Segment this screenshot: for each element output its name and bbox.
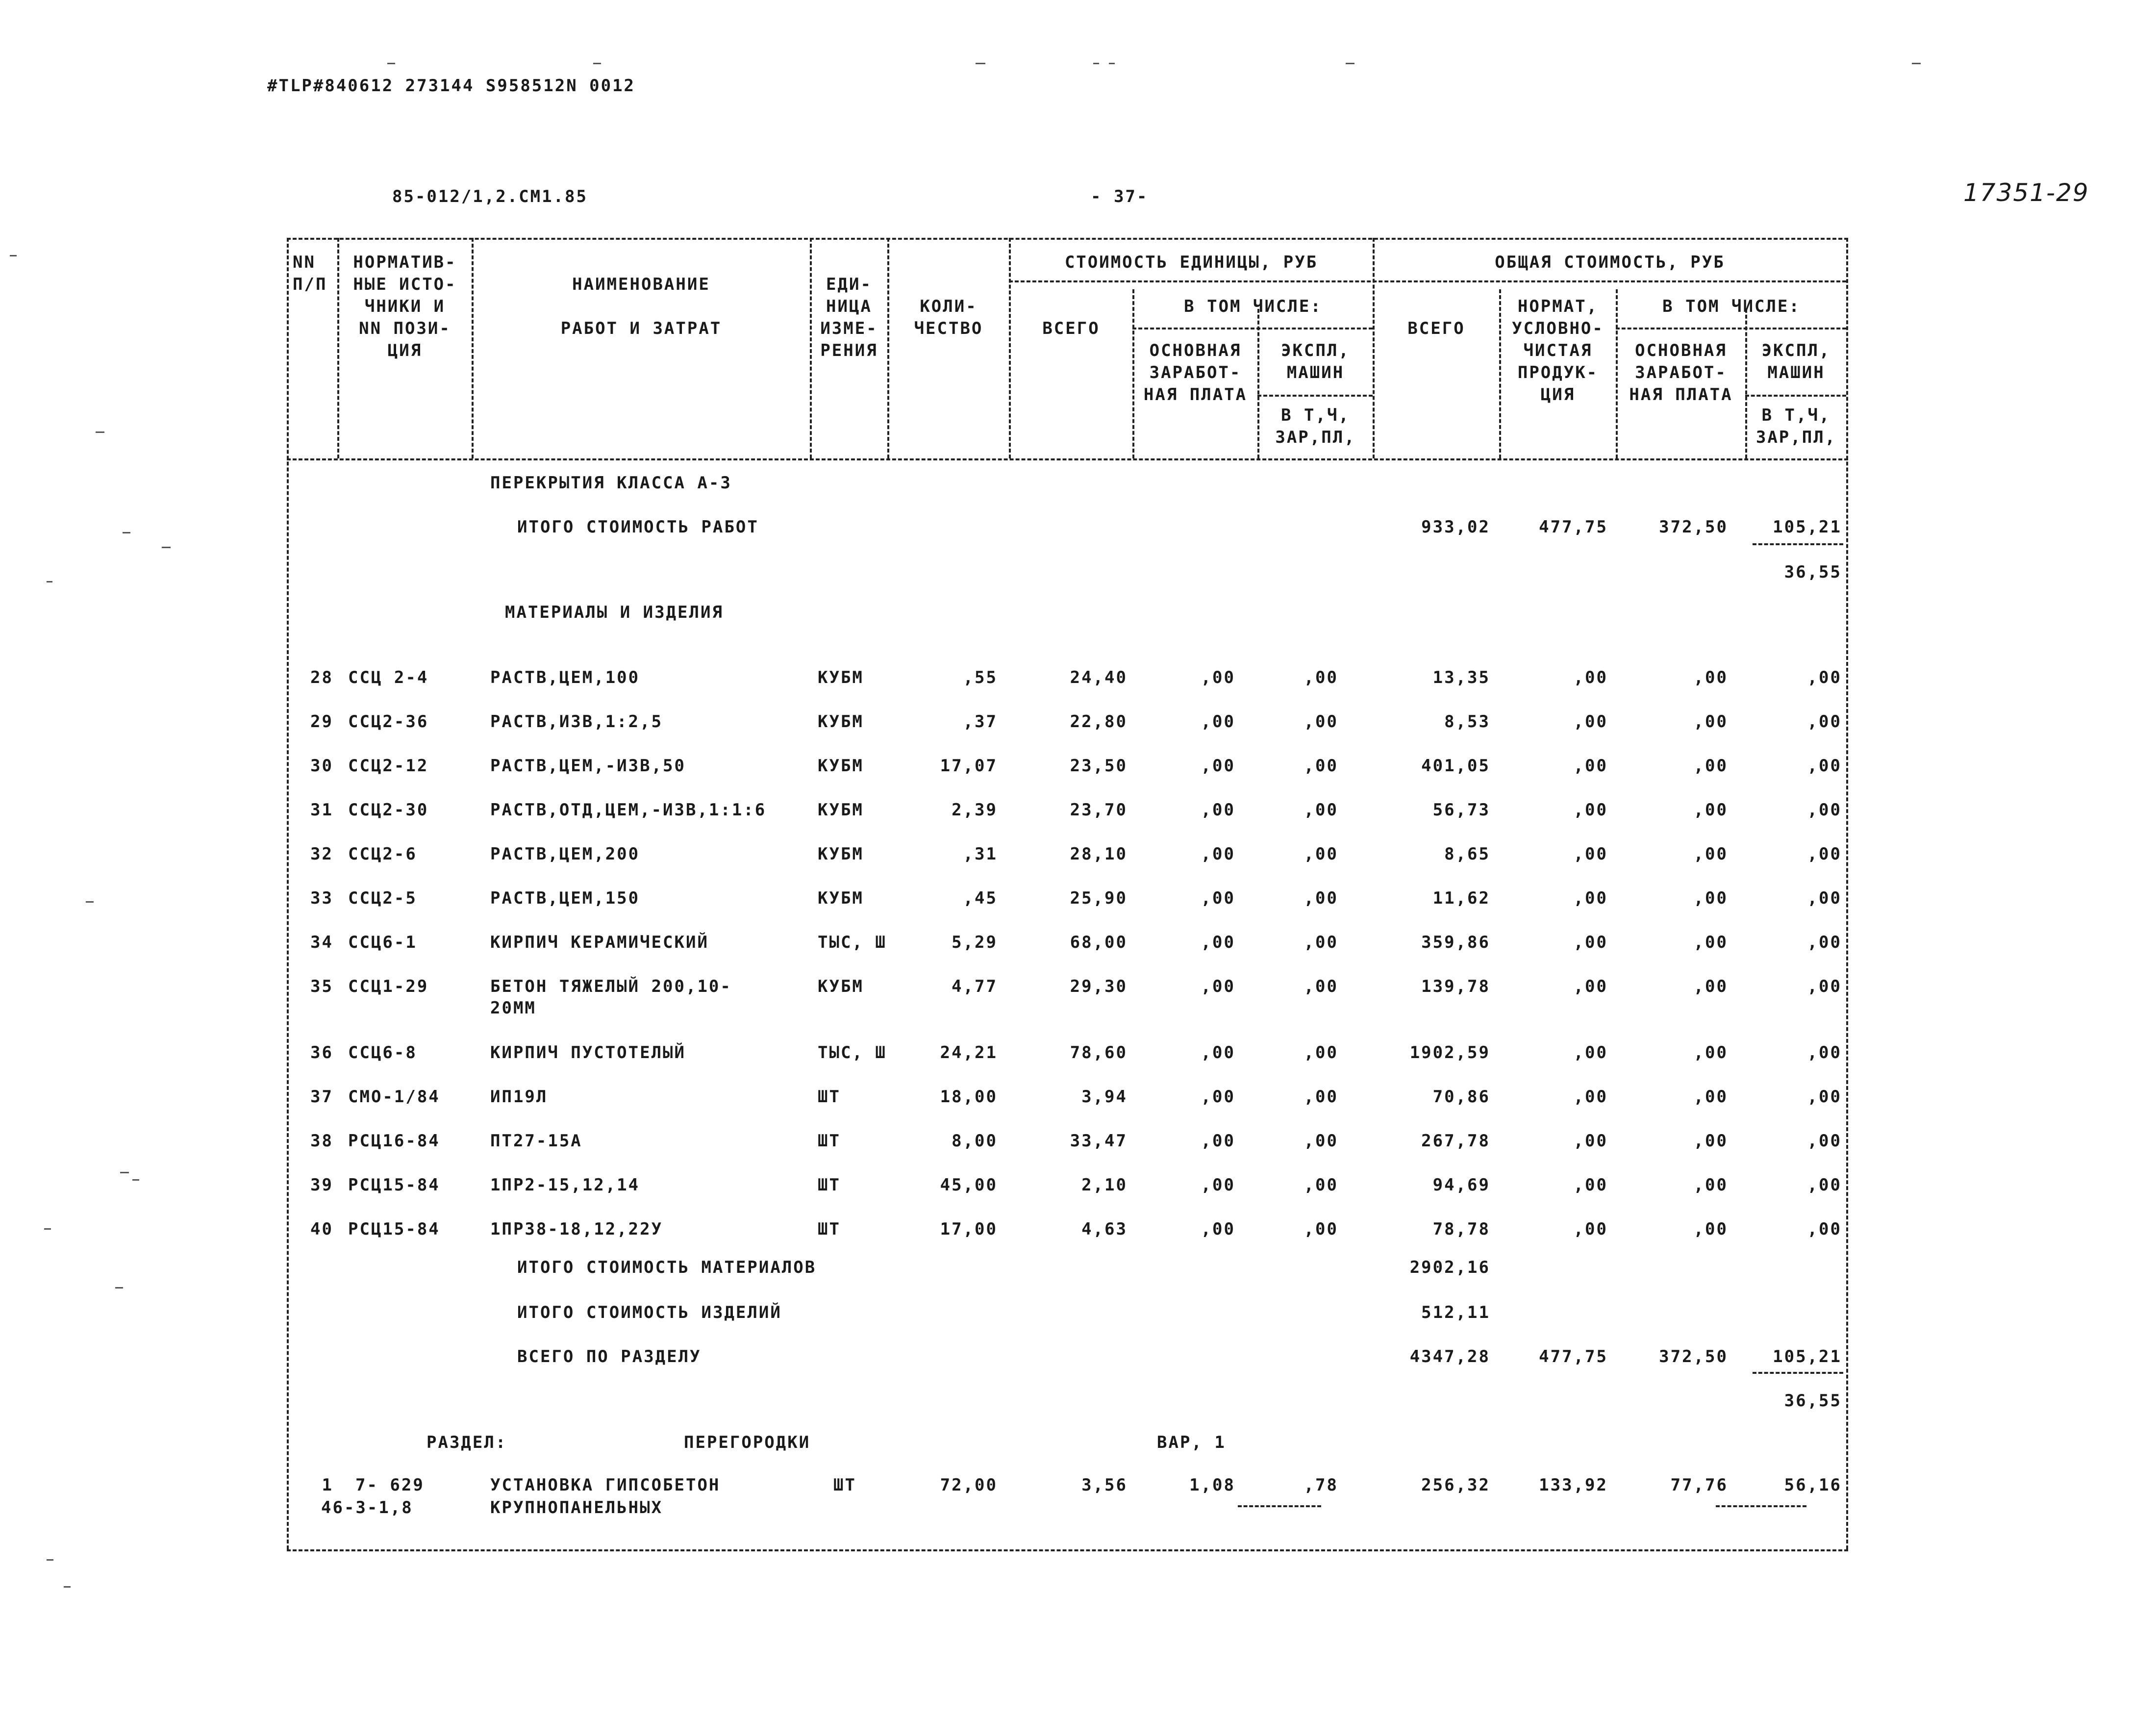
row-unit: ШТ xyxy=(833,1475,856,1495)
header-norm-3: ЧНИКИ И xyxy=(364,297,446,316)
row-total-ekspl: 56,16 xyxy=(1784,1475,1842,1495)
header-bottom-border xyxy=(287,458,1848,460)
row-osn: ,00 xyxy=(1201,1175,1235,1195)
row-normat: ,00 xyxy=(1573,712,1608,732)
row-osn: ,00 xyxy=(1201,800,1235,820)
header-norm-1: НОРМАТИВ- xyxy=(353,253,457,272)
row-nn: 33 xyxy=(310,888,333,908)
row-price: 24,40 xyxy=(1070,668,1128,687)
products-total-label: ИТОГО СТОИМОСТЬ ИЗДЕЛИЙ xyxy=(517,1303,782,1322)
scan-speck xyxy=(44,1228,51,1230)
row-qty: 17,00 xyxy=(940,1219,998,1239)
header-total-v-tom: В ТОМ ЧИСЛЕ: xyxy=(1662,297,1801,316)
row-qty: 2,39 xyxy=(952,800,998,820)
scan-speck xyxy=(10,255,17,256)
col-divider xyxy=(472,238,474,458)
row-name-2: КРУПНОПАНЕЛЬНЫХ xyxy=(490,1498,663,1518)
row-price: 3,94 xyxy=(1081,1087,1128,1107)
row-ekspl: ,78 xyxy=(1304,1475,1338,1495)
scan-speck xyxy=(1346,63,1354,64)
header-total-ekspl-1: ЭКСПЛ, xyxy=(1761,341,1831,360)
row-total-ekspl: ,00 xyxy=(1807,888,1842,908)
row-total-ekspl: ,00 xyxy=(1807,756,1842,776)
row-qty: 4,77 xyxy=(952,977,998,996)
header-unit-ekspl-1: ЭКСПЛ, xyxy=(1281,341,1350,360)
row-osn: ,00 xyxy=(1201,712,1235,732)
header-unit-osn-2: ЗАРАБОТ- xyxy=(1149,363,1242,382)
row-unit: ТЫС, Ш xyxy=(818,933,887,952)
header-unit-vsego: ВСЕГО xyxy=(1042,319,1100,338)
row-price: 3,56 xyxy=(1081,1475,1128,1495)
header-total-osn-1: ОСНОВНАЯ xyxy=(1635,341,1727,360)
row-price: 78,60 xyxy=(1070,1043,1128,1062)
row-total: 13,35 xyxy=(1432,668,1490,687)
row-nn: 31 xyxy=(310,800,333,820)
row-code: ССЦ 2-4 xyxy=(348,668,429,687)
scan-speck xyxy=(64,1586,71,1588)
scan-speck xyxy=(96,431,104,433)
row-ekspl: ,00 xyxy=(1304,1219,1338,1239)
row-total-osn: ,00 xyxy=(1693,1131,1728,1151)
row-name: УСТАНОВКА ГИПСОБЕТОН xyxy=(490,1475,721,1495)
row-nn: 28 xyxy=(310,668,333,687)
row-osn: ,00 xyxy=(1201,933,1235,952)
row-total-ekspl: ,00 xyxy=(1807,1087,1842,1107)
row-nn: 38 xyxy=(310,1131,333,1151)
row-name: КИРПИЧ КЕРАМИЧЕСКИЙ xyxy=(490,933,709,952)
scan-speck xyxy=(123,532,130,533)
row-total-ekspl: ,00 xyxy=(1807,712,1842,732)
section-total-normat: 477,75 xyxy=(1539,1347,1608,1366)
next-section-title: ПЕРЕГОРОДКИ xyxy=(684,1433,811,1452)
row-price: 22,80 xyxy=(1070,712,1128,732)
row-total: 94,69 xyxy=(1432,1175,1490,1195)
row-normat: ,00 xyxy=(1573,800,1608,820)
header-normat-5: ЦИЯ xyxy=(1540,385,1576,405)
row-osn: ,00 xyxy=(1201,668,1235,687)
works-total-zar: 36,55 xyxy=(1784,562,1842,582)
header-unit-3: ИЗМЕ- xyxy=(820,319,878,338)
section-total-value: 4347,28 xyxy=(1409,1347,1490,1366)
row-code: ССЦ2-30 xyxy=(348,800,429,820)
row-ekspl: ,00 xyxy=(1304,756,1338,776)
materials-total-label: ИТОГО СТОИМОСТЬ МАТЕРИАЛОВ xyxy=(517,1258,817,1277)
scan-speck xyxy=(47,1559,53,1561)
row-qty: 8,00 xyxy=(952,1131,998,1151)
row-code: РСЦ16-84 xyxy=(348,1131,440,1151)
header-unit-vtch-1: В Т,Ч, xyxy=(1281,405,1350,425)
scan-speck xyxy=(162,547,171,548)
materials-total-value: 2902,16 xyxy=(1409,1258,1490,1277)
row-name: 1ПР2-15,12,14 xyxy=(490,1175,640,1195)
row-unit: КУБМ xyxy=(818,668,864,687)
row-total-ekspl: ,00 xyxy=(1807,1043,1842,1062)
header-unit-vtch-2: ЗАР,ПЛ, xyxy=(1275,428,1356,447)
products-total-value: 512,11 xyxy=(1421,1303,1490,1322)
works-total-normat: 477,75 xyxy=(1539,517,1608,537)
row-qty: ,31 xyxy=(963,844,998,864)
row-code: РСЦ15-84 xyxy=(348,1219,440,1239)
row-unit: ШТ xyxy=(818,1131,841,1151)
row-qty: ,45 xyxy=(963,888,998,908)
scan-speck xyxy=(47,581,52,582)
col-divider xyxy=(1009,238,1011,458)
row-osn: ,00 xyxy=(1201,756,1235,776)
row-code: РСЦ15-84 xyxy=(348,1175,440,1195)
row-nn: 35 xyxy=(310,977,333,996)
header-total-ekspl-2: МАШИН xyxy=(1767,363,1825,382)
header-name-2: РАБОТ И ЗАТРАТ xyxy=(560,319,722,338)
row-total: 139,78 xyxy=(1421,977,1490,996)
next-section-label: РАЗДЕЛ: xyxy=(426,1433,507,1452)
scan-speck xyxy=(1093,63,1099,64)
row-price: 23,70 xyxy=(1070,800,1128,820)
row-price: 4,63 xyxy=(1081,1219,1128,1239)
header-normat-2: УСЛОВНО- xyxy=(1512,319,1604,338)
handwritten-sheet-number: 17351-29 xyxy=(1963,178,2089,207)
table-left-border xyxy=(287,238,289,1549)
row-ekspl: ,00 xyxy=(1304,1131,1338,1151)
row-name: РАСТВ,ЦЕМ,100 xyxy=(490,668,640,687)
row-osn: ,00 xyxy=(1201,1043,1235,1062)
row-ekspl: ,00 xyxy=(1304,668,1338,687)
row-nn: 29 xyxy=(310,712,333,732)
row-ekspl: ,00 xyxy=(1304,977,1338,996)
row-name: РАСТВ,ОТД,ЦЕМ,-ИЗВ,1:1:6 xyxy=(490,800,767,820)
row-code: СМО-1/84 xyxy=(348,1087,440,1107)
row-total-osn: ,00 xyxy=(1693,844,1728,864)
materials-title: МАТЕРИАЛЫ И ИЗДЕЛИЯ xyxy=(505,603,724,622)
header-total-osn-3: НАЯ ПЛАТА xyxy=(1629,385,1733,405)
header-qty-1: КОЛИ- xyxy=(920,297,978,316)
row-nn: 1 xyxy=(322,1475,333,1495)
row-name: 1ПР38-18,12,22У xyxy=(490,1219,663,1239)
row-name: РАСТВ,ЦЕМ,150 xyxy=(490,888,640,908)
header-pp: П/П xyxy=(293,275,327,294)
row-ekspl: ,00 xyxy=(1304,933,1338,952)
row-total-osn: ,00 xyxy=(1693,888,1728,908)
row-normat: ,00 xyxy=(1573,668,1608,687)
row-total: 70,86 xyxy=(1432,1087,1490,1107)
row-code: 7- 629 xyxy=(355,1475,425,1495)
header-normat-3: ЧИСТАЯ xyxy=(1523,341,1593,360)
row-unit: КУБМ xyxy=(818,756,864,776)
row-total-ekspl: ,00 xyxy=(1807,668,1842,687)
row-normat: ,00 xyxy=(1573,1087,1608,1107)
row-ekspl: ,00 xyxy=(1304,888,1338,908)
scan-speck xyxy=(132,1179,139,1181)
row-name-continued: 20ММ xyxy=(490,998,536,1018)
row-osn: ,00 xyxy=(1201,977,1235,996)
row-code: ССЦ6-8 xyxy=(348,1043,417,1062)
row-name: РАСТВ,ЦЕМ,-ИЗВ,50 xyxy=(490,756,686,776)
row-code: ССЦ2-6 xyxy=(348,844,417,864)
row-total-ekspl-underline xyxy=(1716,1505,1806,1507)
row-price: 29,30 xyxy=(1070,977,1128,996)
row-qty: 17,07 xyxy=(940,756,998,776)
section-total-zar: 36,55 xyxy=(1784,1391,1842,1411)
header-unit-cost: СТОИМОСТЬ ЕДИНИЦЫ, РУБ xyxy=(1064,253,1318,272)
row-ekspl: ,00 xyxy=(1304,1043,1338,1062)
header-sub-divider xyxy=(1132,328,1373,329)
scan-speck xyxy=(387,63,395,64)
row-normat: ,00 xyxy=(1573,756,1608,776)
row-unit: ШТ xyxy=(818,1087,841,1107)
row-qty: 45,00 xyxy=(940,1175,998,1195)
row-total-ekspl: ,00 xyxy=(1807,1219,1842,1239)
row-price: 33,47 xyxy=(1070,1131,1128,1151)
row-total-ekspl: ,00 xyxy=(1807,1175,1842,1195)
row-osn: ,00 xyxy=(1201,844,1235,864)
row-osn: ,00 xyxy=(1201,888,1235,908)
row-code: ССЦ1-29 xyxy=(348,977,429,996)
row-total-ekspl: ,00 xyxy=(1807,844,1842,864)
row-nn: 40 xyxy=(310,1219,333,1239)
row-total-ekspl: ,00 xyxy=(1807,977,1842,996)
header-total-vtch-2: ЗАР,ПЛ, xyxy=(1755,428,1837,447)
row-unit: КУБМ xyxy=(818,800,864,820)
row-osn: ,00 xyxy=(1201,1087,1235,1107)
header-nn: NN xyxy=(293,253,316,272)
row-name: ИП19Л xyxy=(490,1087,548,1107)
row-qty: 24,21 xyxy=(940,1043,998,1062)
row-total-osn: ,00 xyxy=(1693,1219,1728,1239)
scan-speck xyxy=(1912,63,1921,64)
row-qty: ,37 xyxy=(963,712,998,732)
row-nn: 32 xyxy=(310,844,333,864)
row-normat: ,00 xyxy=(1573,844,1608,864)
header-unit-v-tom: В ТОМ ЧИСЛЕ: xyxy=(1184,297,1322,316)
header-normat-4: ПРОДУК- xyxy=(1517,363,1599,382)
document-reference: 85-012/1,2.CM1.85 xyxy=(392,187,588,206)
row-osn: 1,08 xyxy=(1189,1475,1235,1495)
row-name: БЕТОН ТЯЖЕЛЫЙ 200,10- xyxy=(490,977,732,996)
row-total: 267,78 xyxy=(1421,1131,1490,1151)
row-total: 8,53 xyxy=(1444,712,1490,732)
works-total-osn: 372,50 xyxy=(1659,517,1728,537)
row-ekspl: ,00 xyxy=(1304,1087,1338,1107)
row-normat: ,00 xyxy=(1573,1175,1608,1195)
row-qty: ,55 xyxy=(963,668,998,687)
row-osn: ,00 xyxy=(1201,1131,1235,1151)
scan-speck xyxy=(976,63,985,64)
row-unit: КУБМ xyxy=(818,844,864,864)
row-nn: 37 xyxy=(310,1087,333,1107)
row-normat: ,00 xyxy=(1573,888,1608,908)
row-nn: 39 xyxy=(310,1175,333,1195)
row-total: 401,05 xyxy=(1421,756,1490,776)
row-name: РАСТВ,ЦЕМ,200 xyxy=(490,844,640,864)
header-sub-divider xyxy=(1745,395,1846,397)
row-total: 56,73 xyxy=(1432,800,1490,820)
row-normat: 133,92 xyxy=(1539,1475,1608,1495)
section-total-underline xyxy=(1753,1372,1843,1374)
row-unit: ШТ xyxy=(818,1175,841,1195)
table-top-border xyxy=(287,238,1848,240)
row-ekspl: ,00 xyxy=(1304,844,1338,864)
print-code: #TLP#840612 273144 S958512N 0012 xyxy=(267,76,636,96)
table-right-border xyxy=(1846,238,1848,1549)
row-price: 2,10 xyxy=(1081,1175,1128,1195)
section-total-osn: 372,50 xyxy=(1659,1347,1728,1366)
table-bottom-border xyxy=(287,1549,1848,1551)
header-norm-4: NN ПОЗИ- xyxy=(359,319,451,338)
section-total-label: ВСЕГО ПО РАЗДЕЛУ xyxy=(517,1347,702,1366)
row-normat: ,00 xyxy=(1573,933,1608,952)
scan-speck xyxy=(86,901,94,903)
row-nn: 30 xyxy=(310,756,333,776)
row-normat: ,00 xyxy=(1573,1043,1608,1062)
row-unit: ШТ xyxy=(818,1219,841,1239)
header-sub-divider xyxy=(1257,395,1373,397)
section-title: ПЕРЕКРЫТИЯ КЛАССА А-3 xyxy=(490,473,732,493)
row-code: ССЦ2-5 xyxy=(348,888,417,908)
col-divider xyxy=(1373,238,1375,458)
row-nn: 34 xyxy=(310,933,333,952)
header-norm-2: НЫЕ ИСТО- xyxy=(353,275,457,294)
row-total-osn: 77,76 xyxy=(1670,1475,1728,1495)
row-total-osn: ,00 xyxy=(1693,1175,1728,1195)
col-divider xyxy=(887,238,889,458)
row-normat: ,00 xyxy=(1573,977,1608,996)
row-unit: КУБМ xyxy=(818,712,864,732)
header-sub-divider xyxy=(1616,328,1846,329)
row-code: ССЦ2-36 xyxy=(348,712,429,732)
next-section-variant: ВАР, 1 xyxy=(1157,1433,1226,1452)
row-code: ССЦ6-1 xyxy=(348,933,417,952)
header-total-vtch-1: В Т,Ч, xyxy=(1761,405,1831,425)
row-total-osn: ,00 xyxy=(1693,1043,1728,1062)
header-normat-1: НОРМАТ, xyxy=(1517,297,1599,316)
row-total: 8,65 xyxy=(1444,844,1490,864)
row-qty: 18,00 xyxy=(940,1087,998,1107)
row-total-osn: ,00 xyxy=(1693,668,1728,687)
works-total-underline xyxy=(1753,543,1843,545)
scan-speck xyxy=(593,63,601,64)
row-ekspl: ,00 xyxy=(1304,1175,1338,1195)
row-ekspl-underline xyxy=(1238,1505,1321,1507)
header-unit-osn-1: ОСНОВНАЯ xyxy=(1149,341,1242,360)
row-code: ССЦ2-12 xyxy=(348,756,429,776)
row-total-osn: ,00 xyxy=(1693,1087,1728,1107)
row-total-osn: ,00 xyxy=(1693,756,1728,776)
header-total-vsego: ВСЕГО xyxy=(1407,319,1465,338)
works-total-value: 933,02 xyxy=(1421,517,1490,537)
header-total-osn-2: ЗАРАБОТ- xyxy=(1635,363,1727,382)
row-total: 11,62 xyxy=(1432,888,1490,908)
row-name: ПТ27-15А xyxy=(490,1131,582,1151)
row-qty: 72,00 xyxy=(940,1475,998,1495)
header-unit-2: НИЦА xyxy=(826,297,872,316)
scan-speck xyxy=(1109,63,1115,64)
row-osn: ,00 xyxy=(1201,1219,1235,1239)
row-qty: 5,29 xyxy=(952,933,998,952)
row-nn: 36 xyxy=(310,1043,333,1062)
row-total: 78,78 xyxy=(1432,1219,1490,1239)
row-total-osn: ,00 xyxy=(1693,977,1728,996)
header-unit-ekspl-2: МАШИН xyxy=(1286,363,1345,382)
row-price: 23,50 xyxy=(1070,756,1128,776)
row-ekspl: ,00 xyxy=(1304,712,1338,732)
row-price: 28,10 xyxy=(1070,844,1128,864)
row-normat: ,00 xyxy=(1573,1131,1608,1151)
row-total-ekspl: ,00 xyxy=(1807,1131,1842,1151)
works-total-ekspl: 105,21 xyxy=(1773,517,1842,537)
header-sub-divider xyxy=(1009,280,1846,282)
row-unit: КУБМ xyxy=(818,888,864,908)
header-total-cost: ОБЩАЯ СТОИМОСТЬ, РУБ xyxy=(1495,253,1725,272)
header-unit-osn-3: НАЯ ПЛАТА xyxy=(1143,385,1248,405)
header-norm-5: ЦИЯ xyxy=(387,341,423,360)
section-total-ekspl: 105,21 xyxy=(1773,1347,1842,1366)
header-unit-1: ЕДИ- xyxy=(826,275,872,294)
row-total: 1902,59 xyxy=(1409,1043,1490,1062)
row-unit: КУБМ xyxy=(818,977,864,996)
page-number: - 37- xyxy=(1091,187,1149,206)
header-name-1: НАИМЕНОВАНИЕ xyxy=(572,275,710,294)
row-total-ekspl: ,00 xyxy=(1807,800,1842,820)
row-name: КИРПИЧ ПУСТОТЕЛЫЙ xyxy=(490,1043,686,1062)
row-total-osn: ,00 xyxy=(1693,933,1728,952)
row-name: РАСТВ,ИЗВ,1:2,5 xyxy=(490,712,663,732)
row-unit: ТЫС, Ш xyxy=(818,1043,887,1062)
row-ekspl: ,00 xyxy=(1304,800,1338,820)
row-price: 25,90 xyxy=(1070,888,1128,908)
scan-speck xyxy=(120,1172,129,1173)
row-total: 256,32 xyxy=(1421,1475,1490,1495)
row-total-osn: ,00 xyxy=(1693,712,1728,732)
row-code-2: 46-3-1,8 xyxy=(321,1498,413,1518)
row-normat: ,00 xyxy=(1573,1219,1608,1239)
works-total-label: ИТОГО СТОИМОСТЬ РАБОТ xyxy=(517,517,759,537)
scan-speck xyxy=(115,1287,123,1289)
row-total-ekspl: ,00 xyxy=(1807,933,1842,952)
row-total-osn: ,00 xyxy=(1693,800,1728,820)
row-price: 68,00 xyxy=(1070,933,1128,952)
header-unit-4: РЕНИЯ xyxy=(820,341,878,360)
row-total: 359,86 xyxy=(1421,933,1490,952)
header-qty-2: ЧЕСТВО xyxy=(914,319,983,338)
